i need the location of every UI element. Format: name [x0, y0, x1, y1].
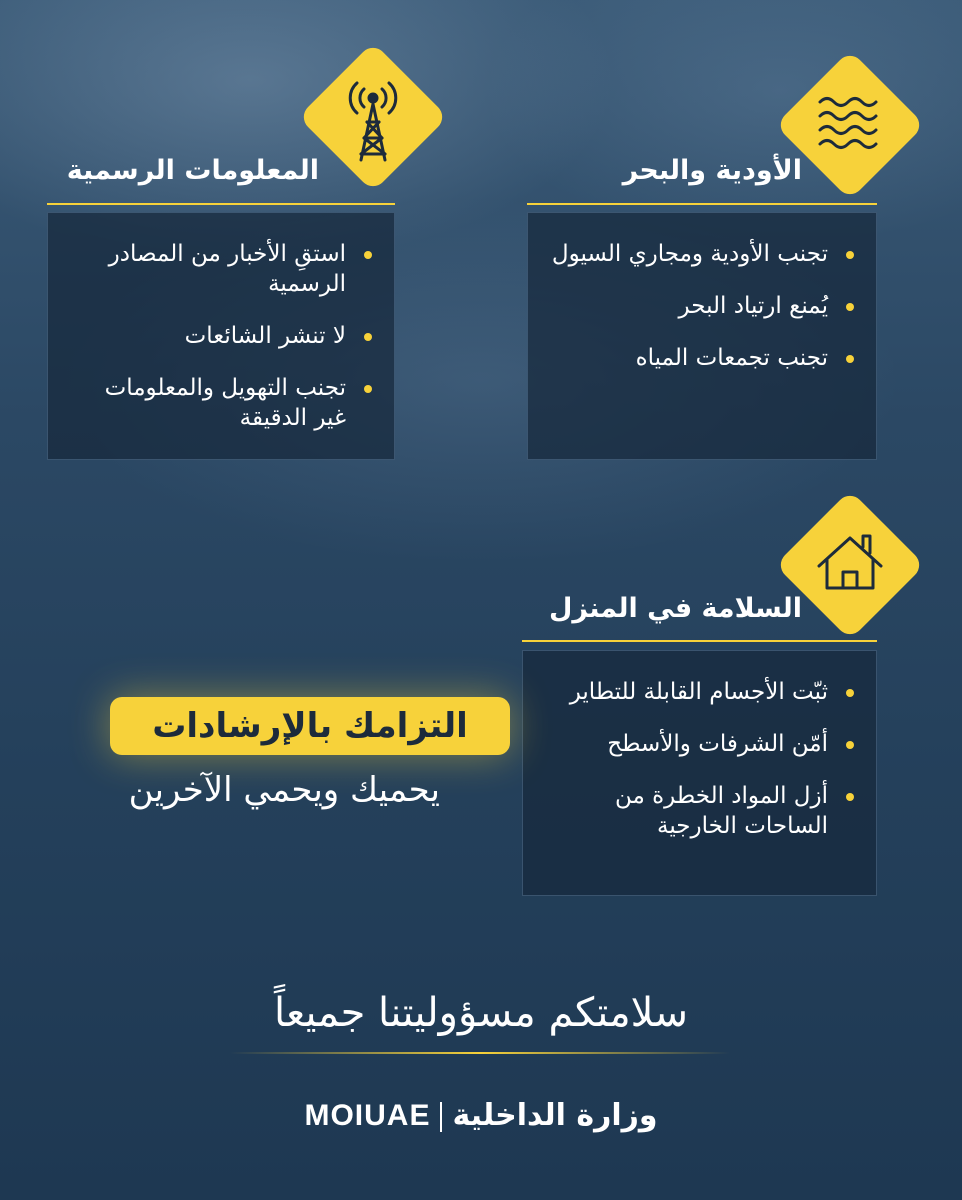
list-item: ثبّت الأجسام القابلة للتطاير — [541, 677, 854, 707]
bullet-dot — [364, 251, 372, 259]
footer-slogan: سلامتكم مسؤوليتنا جميعاً — [273, 990, 689, 1036]
bullet-dot — [364, 385, 372, 393]
bullet-dot — [846, 793, 854, 801]
brand-logo — [0, 1098, 962, 1133]
valleys-card-panel — [527, 212, 877, 460]
brand-separator — [440, 1102, 442, 1132]
bullet-dot — [846, 303, 854, 311]
home-card-divider — [522, 640, 877, 642]
brand-name-en: MOIUAE — [304, 1099, 431, 1132]
bullet-dot — [846, 741, 854, 749]
tagline-highlight: التزامك بالإرشادات — [110, 697, 510, 755]
home-card-title: السلامة في المنزل — [549, 593, 802, 624]
official-icon-badge — [298, 42, 448, 192]
list-item: تجنب تجمعات المياه — [546, 343, 854, 373]
bullet-dot — [364, 333, 372, 341]
list-item: يُمنع ارتياد البحر — [546, 291, 854, 321]
official-card-panel — [47, 212, 395, 460]
footer-divider — [230, 1052, 730, 1054]
home-card-panel — [522, 650, 877, 896]
list-item: تجنب الأودية ومجاري السيول — [546, 239, 854, 269]
official-card-title: المعلومات الرسمية — [66, 155, 319, 186]
list-item: أزل المواد الخطرة من الساحات الخارجية — [541, 781, 854, 841]
brand-name-ar: وزارة الداخلية — [452, 1098, 658, 1133]
list-item: أمّن الشرفات والأسطح — [541, 729, 854, 759]
bullet-dot — [846, 251, 854, 259]
list-item: لا تنشر الشائعات — [66, 321, 372, 351]
bullet-dot — [846, 689, 854, 697]
list-item: تجنب التهويل والمعلومات غير الدقيقة — [66, 373, 372, 433]
signal-tower-icon — [298, 42, 448, 192]
valleys-card-divider — [527, 203, 877, 205]
tagline-subtext: يحميك ويحمي الآخرين — [128, 770, 440, 810]
list-item: استقِ الأخبار من المصادر الرسمية — [66, 239, 372, 299]
official-card-divider — [47, 203, 395, 205]
valleys-card-title: الأودية والبحر — [622, 155, 802, 186]
bullet-dot — [846, 355, 854, 363]
